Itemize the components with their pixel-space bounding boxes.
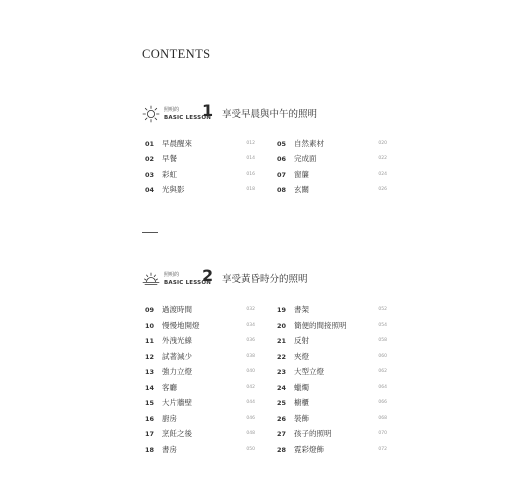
toc-item-title: 窗簾 (294, 169, 309, 179)
toc-item[interactable] (277, 444, 387, 456)
lesson-label-zh: 照明的 (164, 107, 180, 113)
toc-item-number: 25 (277, 399, 287, 407)
toc-item-page: 026 (378, 186, 387, 192)
toc-item-page: 034 (246, 322, 255, 328)
lesson-2-header (142, 268, 472, 290)
toc-item-title: 櫥櫃 (294, 398, 309, 407)
sun-icon (142, 105, 160, 123)
toc-item[interactable] (277, 428, 387, 440)
toc-item-title: 彩虹 (162, 169, 177, 179)
lesson-label-zh: 照明的 (164, 272, 180, 278)
toc-item-number: 08 (277, 185, 287, 194)
toc-item-number: 26 (277, 414, 287, 423)
toc-item[interactable] (277, 335, 387, 347)
toc-item[interactable] (145, 413, 255, 425)
toc-item-title: 玄關 (294, 184, 309, 194)
toc-item-number: 23 (277, 368, 287, 376)
toc-item-page: 052 (378, 307, 387, 312)
toc-item[interactable] (145, 138, 255, 150)
toc-item-title: 慢慢地開燈 (162, 320, 200, 330)
toc-item[interactable] (145, 397, 255, 409)
toc-item[interactable] (145, 351, 255, 363)
toc-item-page: 048 (246, 431, 255, 436)
section-divider (142, 232, 158, 233)
toc-item-number: 10 (145, 321, 155, 330)
toc-item[interactable] (145, 153, 255, 165)
lesson-label-en: BASIC LESSON (164, 115, 212, 121)
toc-item-page: 062 (378, 369, 387, 374)
toc-item-title: 過渡時間 (162, 305, 192, 314)
toc-item-number: 15 (145, 399, 155, 407)
toc-item-number: 21 (277, 337, 287, 345)
toc-item[interactable] (145, 444, 255, 456)
toc-item-page: 046 (246, 415, 255, 421)
toc-item-number: 01 (145, 140, 155, 148)
toc-item-title: 廚房 (162, 413, 177, 423)
toc-item-number: 16 (145, 414, 155, 423)
toc-item-number: 13 (145, 368, 155, 376)
toc-item-page: 064 (378, 384, 387, 390)
toc-item-number: 19 (277, 306, 287, 314)
lesson-title: 享受早晨與中午的照明 (222, 109, 318, 120)
lesson-label-en: BASIC LESSON (164, 280, 212, 286)
sunset-icon (142, 270, 160, 288)
toc-item[interactable] (145, 184, 255, 196)
toc-item-title: 反射 (294, 336, 309, 345)
toc-item[interactable] (277, 413, 387, 425)
toc-item-page: 042 (246, 384, 255, 390)
toc-item-number: 09 (145, 306, 155, 314)
toc-item-page: 058 (378, 338, 387, 343)
lesson-1-header (142, 103, 472, 125)
toc-item[interactable] (277, 138, 387, 150)
toc-item-page: 032 (246, 307, 255, 312)
toc-item-number: 18 (145, 445, 155, 454)
toc-item-page: 044 (246, 400, 255, 405)
toc-item-title: 夾燈 (294, 351, 309, 361)
toc-item-page: 040 (246, 369, 255, 374)
toc-item-title: 光與影 (162, 184, 185, 194)
toc-item[interactable] (145, 320, 255, 332)
toc-item-title: 客廳 (162, 382, 177, 392)
toc-item-number: 07 (277, 170, 287, 179)
toc-item[interactable] (277, 382, 387, 394)
lesson-title: 享受黃昏時分的照明 (222, 274, 308, 285)
toc-item-title: 早晨醒來 (162, 139, 192, 148)
toc-item-number: 17 (145, 430, 155, 438)
toc-item-number: 03 (145, 170, 155, 179)
toc-item-title: 書架 (294, 305, 309, 314)
toc-item-page: 012 (246, 141, 255, 146)
toc-item[interactable] (145, 304, 255, 316)
lesson-number: 2 (202, 266, 214, 285)
toc-item[interactable] (277, 397, 387, 409)
toc-item-page: 072 (378, 446, 387, 452)
toc-item-number: 11 (145, 337, 155, 345)
toc-item[interactable] (145, 382, 255, 394)
toc-item-title: 早餐 (162, 154, 177, 164)
toc-item-page: 022 (378, 156, 387, 162)
toc-item-page: 054 (378, 322, 387, 328)
toc-item-page: 018 (246, 186, 255, 192)
toc-item-page: 068 (378, 415, 387, 421)
toc-item[interactable] (145, 428, 255, 440)
toc-item-title: 霓彩燈飾 (294, 444, 324, 454)
toc-item-number: 02 (145, 155, 155, 164)
toc-item-title: 孩子的照明 (294, 429, 332, 438)
lesson-number: 1 (202, 101, 214, 120)
toc-item-number: 20 (277, 321, 287, 330)
toc-item-number: 28 (277, 445, 287, 454)
toc-item-title: 裝飾 (294, 413, 309, 423)
toc-item-title: 大片牆壁 (162, 398, 192, 407)
toc-item[interactable] (145, 366, 255, 378)
toc-item-number: 05 (277, 140, 287, 148)
toc-item-page: 038 (246, 353, 255, 359)
toc-item-title: 蠟燭 (294, 382, 309, 392)
toc-item-title: 外洩光線 (162, 336, 192, 345)
toc-item-number: 12 (145, 352, 155, 361)
toc-item-page: 036 (246, 338, 255, 343)
toc-item-number: 06 (277, 155, 287, 164)
toc-item-title: 烹飪之後 (162, 429, 192, 438)
toc-item[interactable] (277, 304, 387, 316)
toc-item[interactable] (145, 335, 255, 347)
toc-item-number: 14 (145, 383, 155, 392)
toc-item-title: 書房 (162, 444, 177, 454)
toc-item-page: 060 (378, 353, 387, 359)
contents-heading: CONTENTS (142, 47, 211, 61)
toc-item-title: 大型立燈 (294, 367, 324, 376)
toc-item-page: 024 (378, 171, 387, 177)
toc-item[interactable] (277, 169, 387, 181)
toc-item-number: 04 (145, 185, 155, 194)
toc-item[interactable] (145, 169, 255, 181)
toc-item-title: 強力立燈 (162, 367, 192, 376)
toc-item[interactable] (277, 366, 387, 378)
toc-item[interactable] (277, 184, 387, 196)
toc-item[interactable] (277, 153, 387, 165)
toc-item-title: 簡便的間接照明 (294, 320, 347, 330)
toc-item-page: 020 (378, 141, 387, 146)
toc-item-page: 066 (378, 400, 387, 405)
toc-item-page: 050 (246, 446, 255, 452)
toc-item[interactable] (277, 320, 387, 332)
toc-item-page: 070 (378, 431, 387, 436)
toc-item-title: 試著減少 (162, 351, 192, 361)
toc-item[interactable] (277, 351, 387, 363)
toc-item-page: 016 (246, 171, 255, 177)
toc-item-page: 014 (246, 156, 255, 162)
toc-item-title: 完成面 (294, 154, 317, 164)
toc-item-title: 自然素材 (294, 139, 324, 148)
toc-item-number: 22 (277, 352, 287, 361)
toc-item-number: 27 (277, 430, 287, 438)
toc-item-number: 24 (277, 383, 287, 392)
